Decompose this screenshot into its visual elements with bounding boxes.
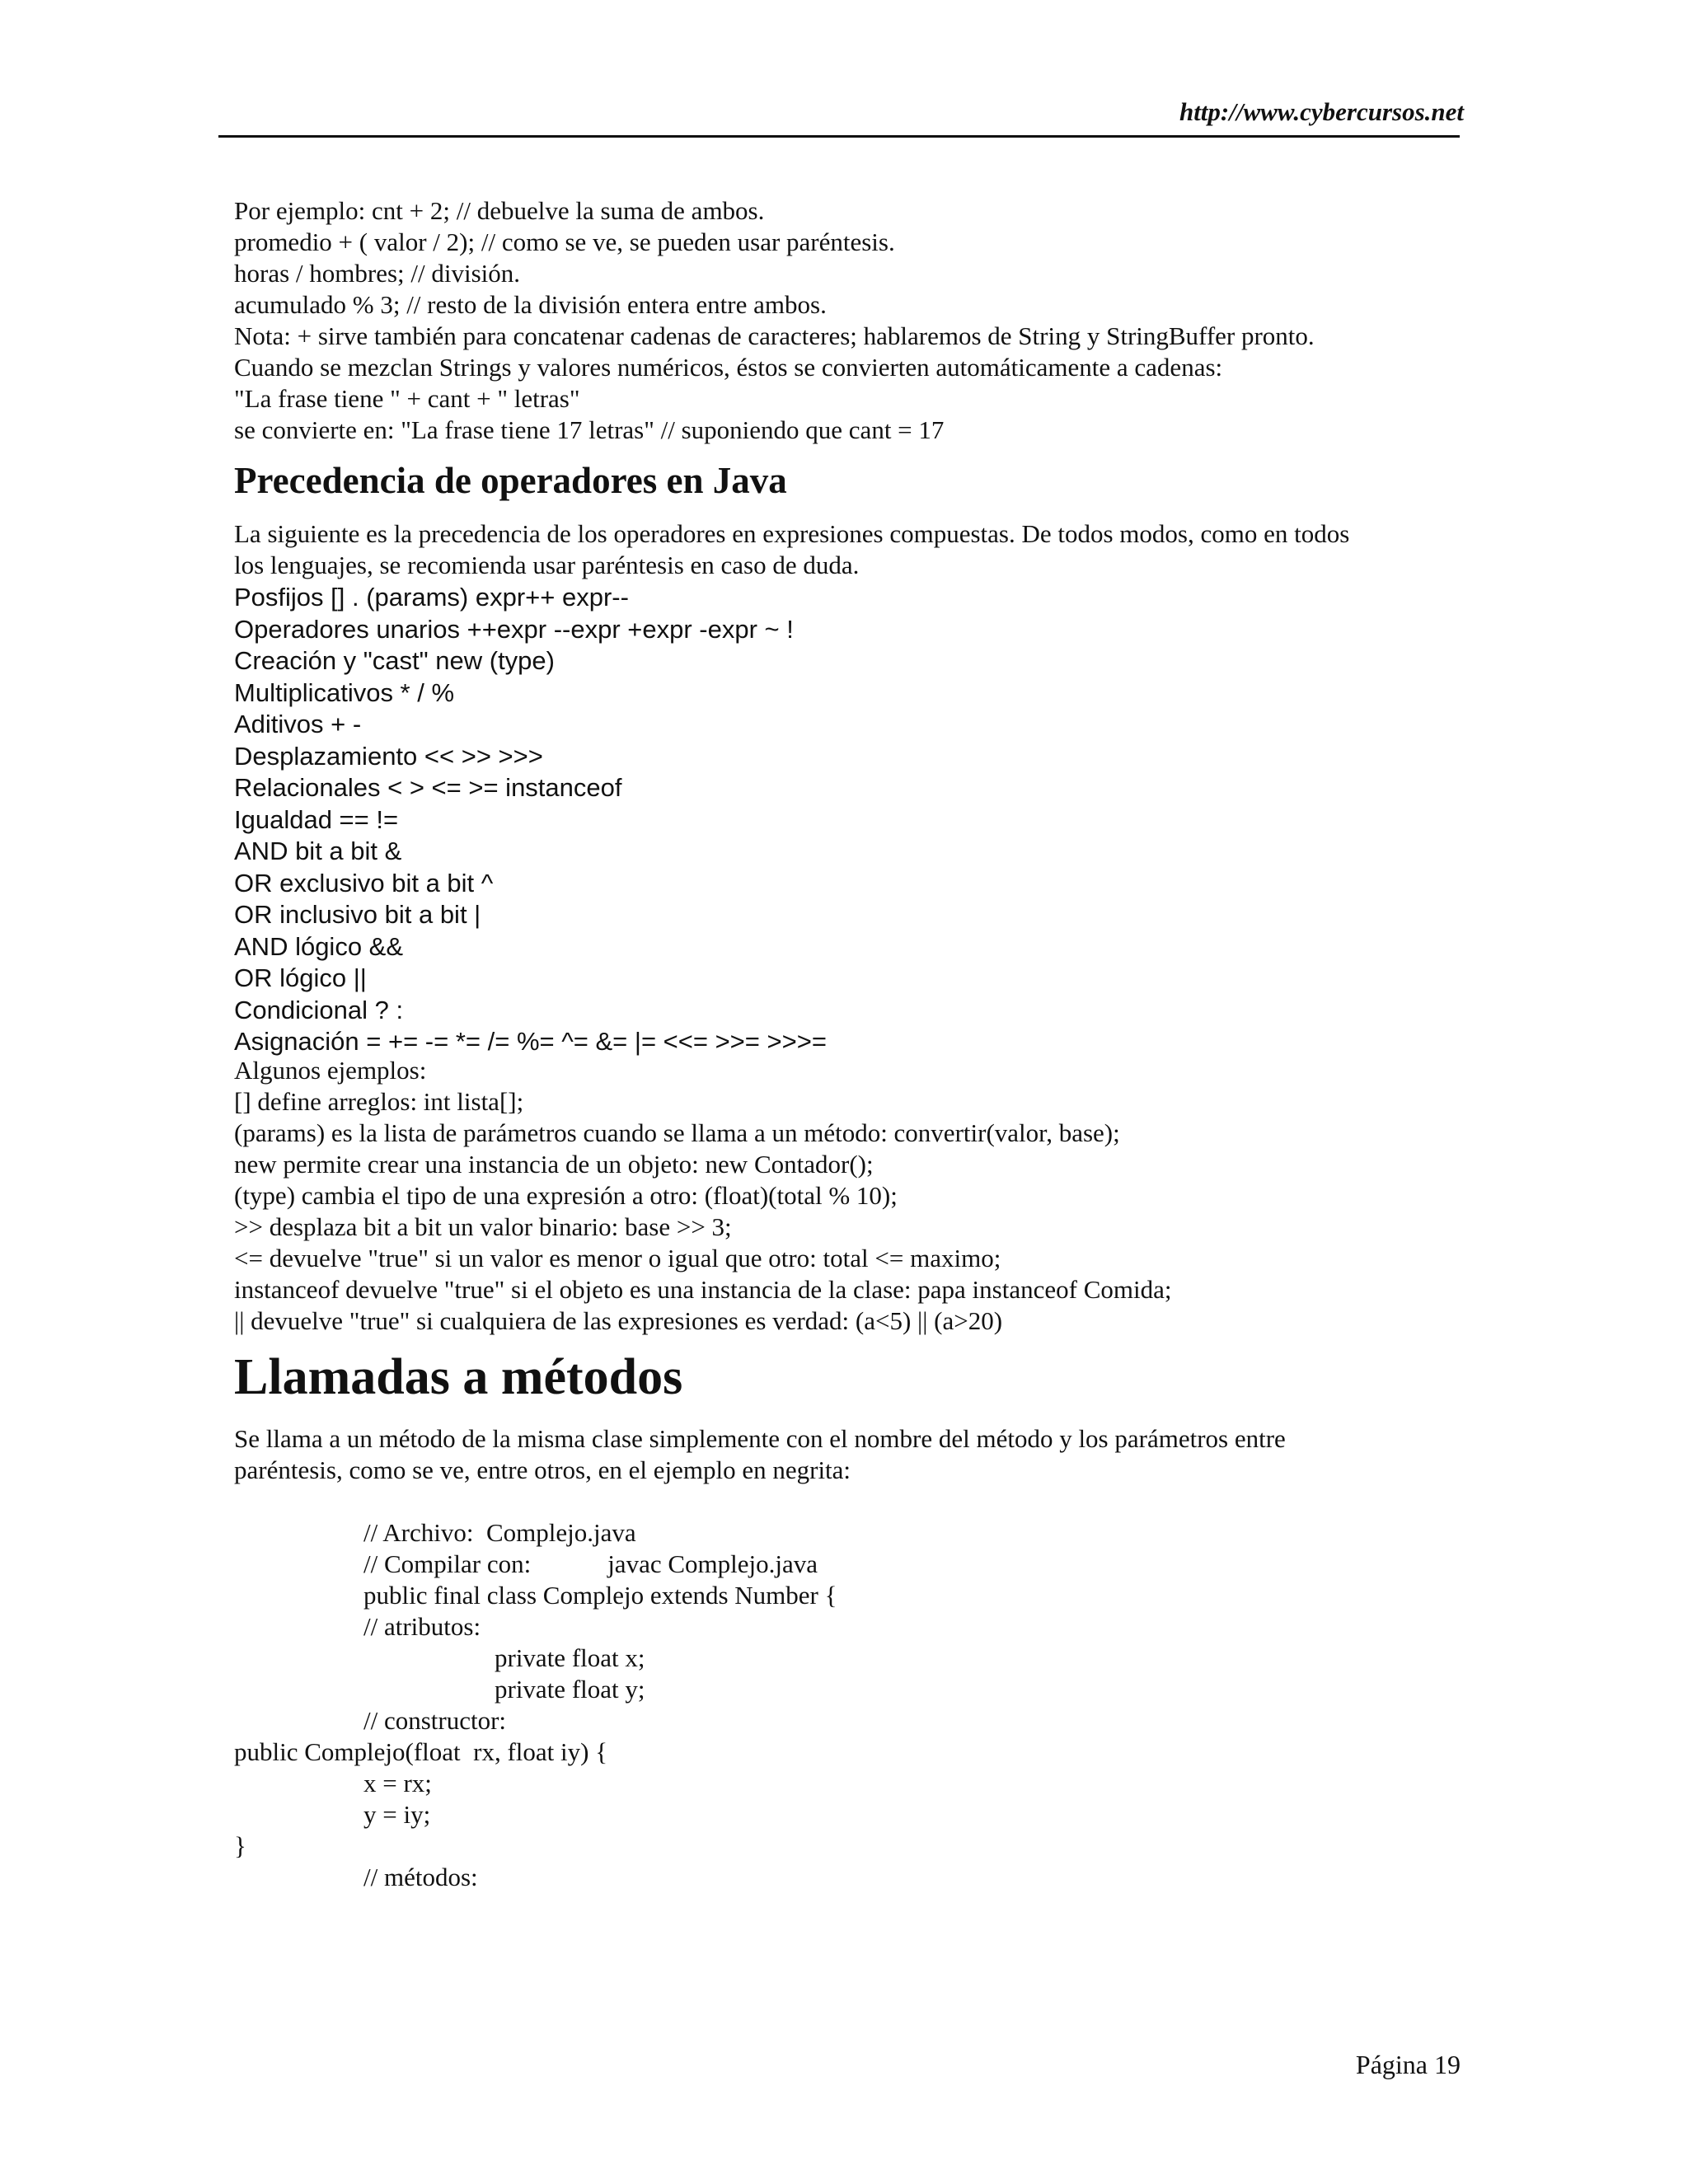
code-line: // Archivo: Complejo.java <box>363 1518 636 1547</box>
operator-row: OR inclusivo bit a bit | <box>234 900 481 929</box>
intro-line: Cuando se mezclan Strings y valores numéricos, éstos se convierten automáticamente a cadenas: <box>234 353 1223 382</box>
operator-row: Creación y "cast" new (type) <box>234 646 555 675</box>
operator-row: Relacionales < > <= >= instanceof <box>234 773 622 802</box>
examples-list <box>234 1055 1171 1337</box>
paragraph-line: paréntesis, como se ve, entre otros, en el ejemplo en negrita: <box>234 1455 851 1484</box>
operator-row: Condicional ? : <box>234 995 404 1024</box>
code-line: // constructor: <box>363 1706 507 1735</box>
example-line: instanceof devuelve "true" si el objeto es una instancia de la clase: papa instanceof Comida; <box>234 1275 1172 1304</box>
operator-row: Desplazamiento << >> >>> <box>234 741 543 771</box>
code-line: } <box>234 1831 246 1860</box>
example-line: (type) cambia el tipo de una expresión a otro: (float)(total % 10); <box>234 1181 898 1210</box>
precedence-heading: Precedencia de operadores en Java <box>234 460 787 501</box>
paragraph-line: La siguiente es la precedencia de los operadores en expresiones compuestas. De todos modos, como en todos <box>234 519 1350 548</box>
code-line: private float y; <box>495 1675 645 1704</box>
example-line: [] define arreglos: int lista[]; <box>234 1087 524 1116</box>
operator-row: Posfijos [] . (params) expr++ expr-- <box>234 583 629 612</box>
page-number: Página 19 <box>1355 2050 1461 2079</box>
code-line: private float x; <box>495 1643 645 1672</box>
example-line: (params) es la lista de parámetros cuando se llama a un método: convertir(valor, base); <box>234 1118 1120 1147</box>
example-line: Algunos ejemplos: <box>234 1056 427 1085</box>
operator-precedence-list <box>234 582 827 1058</box>
code-line: x = rx; <box>363 1769 432 1797</box>
intro-line: promedio + ( valor / 2); // como se ve, se pueden usar paréntesis. <box>234 227 895 256</box>
example-line: || devuelve "true" si cualquiera de las expresiones es verdad: (a<5) || (a>20) <box>234 1306 1003 1335</box>
operator-row: OR lógico || <box>234 963 367 992</box>
code-line: // Compilar con: javac Complejo.java <box>363 1549 818 1578</box>
operator-row: OR exclusivo bit a bit ^ <box>234 868 494 898</box>
paragraph-line: Se llama a un método de la misma clase simplemente con el nombre del método y los parámetros entre <box>234 1424 1286 1453</box>
operator-row: Aditivos + - <box>234 710 362 738</box>
intro-line: Por ejemplo: cnt + 2; // debuelve la suma de ambos. <box>234 196 765 225</box>
intro-line: acumulado % 3; // resto de la división entera entre ambos. <box>234 290 827 319</box>
operator-row: Multiplicativos * / % <box>234 677 455 707</box>
code-line: y = iy; <box>363 1800 431 1829</box>
paragraph-line: los lenguajes, se recomienda usar paréntesis en caso de duda. <box>234 551 860 579</box>
methods-heading: Llamadas a métodos <box>234 1349 683 1405</box>
intro-line: Nota: + sirve también para concatenar cadenas de caracteres; hablaremos de String y StringBuffer pronto. <box>234 321 1315 350</box>
intro-text <box>234 195 1315 446</box>
code-line: public final class Complejo extends Number { <box>363 1581 837 1610</box>
intro-line: horas / hombres; // división. <box>234 259 521 288</box>
methods-paragraph <box>234 1423 1286 1486</box>
code-line: // atributos: <box>363 1612 481 1641</box>
precedence-paragraph <box>234 518 1349 581</box>
intro-line: se convierte en: "La frase tiene 17 letras" // suponiendo que cant = 17 <box>234 415 945 444</box>
code-line: public Complejo(float rx, float iy) { <box>234 1737 608 1766</box>
example-line: new permite crear una instancia de un objeto: new Contador(); <box>234 1150 874 1179</box>
header-divider <box>218 135 1460 138</box>
intro-line: "La frase tiene " + cant + " letras" <box>234 384 580 413</box>
operator-row: Asignación = += -= *= /= %= ^= &= |= <<= >>= >>>= <box>234 1027 827 1056</box>
example-line: <= devuelve "true" si un valor es menor o igual que otro: total <= maximo; <box>234 1244 1001 1272</box>
header-url: http://www.cybercursos.net <box>1179 97 1464 126</box>
operator-row: AND lógico && <box>234 931 404 961</box>
operator-row: AND bit a bit & <box>234 837 402 865</box>
code-line: // métodos: <box>363 1863 478 1891</box>
example-line: >> desplaza bit a bit un valor binario: base >> 3; <box>234 1212 732 1241</box>
operator-row: Igualdad == != <box>234 804 399 834</box>
operator-row: Operadores unarios ++expr --expr +expr -expr ~ ! <box>234 614 794 644</box>
